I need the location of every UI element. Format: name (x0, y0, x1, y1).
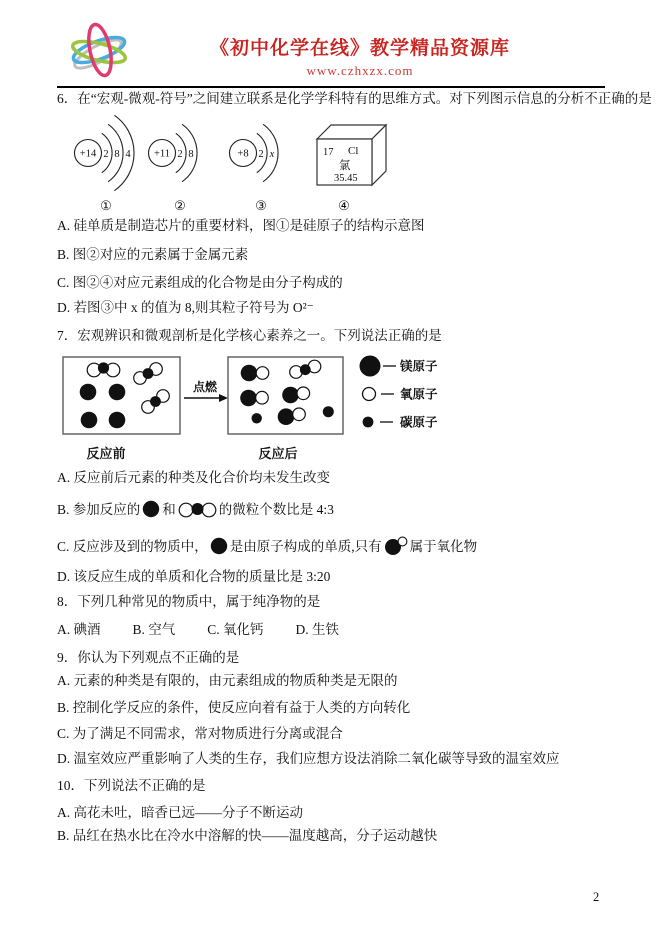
after-reaction-label: 反应后 (258, 446, 298, 461)
diagram2-label: ② (174, 198, 186, 213)
q8-options-row (57, 621, 617, 639)
atom2-shell2: 8 (188, 149, 194, 160)
q10-stem: 10．下列说法不正确的是 (57, 778, 206, 793)
q6-stem: 6．在“宏观-微观-符号”之间建立联系是化学学科特有的思维方式。对下列图示信息的分析不正确的是 (57, 91, 652, 106)
diagram4-label: ④ (338, 198, 350, 213)
q7-stem: 7．宏观辨识和微观剖析是化学核心素养之一。下列说法正确的是 (57, 328, 442, 343)
element-atomic-number: 17 (323, 147, 334, 158)
q9-stem: 9．你认为下列观点不正确的是 (57, 650, 240, 665)
site-url: www.czhxzx.com (306, 63, 414, 78)
atom1-shell1: 2 (103, 149, 109, 160)
ignite-label: 点燃 (192, 380, 218, 394)
q6-option-d: D. 若图③中 x 的值为 8,则其粒子符号为 O²⁻ (57, 300, 314, 315)
element-atomic-mass: 35.45 (334, 173, 358, 184)
header-divider (57, 86, 605, 88)
q6-option-a: A. 硅单质是制造芯片的重要材料，图①是硅原子的结构示意图 (57, 218, 425, 233)
q7-option-a: A. 反应前后元素的种类及化合价均未发生改变 (57, 470, 330, 485)
ignite-arrow (184, 379, 228, 402)
q8-option-b: B. 空气 (132, 622, 176, 637)
q9-option-b: B. 控制化学反应的条件，使反应向着有益于人类的方向转化 (57, 700, 411, 715)
atom2-shell1: 2 (177, 149, 183, 160)
element-name: 氯 (339, 160, 351, 172)
atom2-nucleus-charge: +11 (153, 148, 171, 160)
atom1-nucleus-charge: +14 (79, 148, 97, 160)
q9-option-c: C. 为了满足不同需求，常对物质进行分离或混合 (57, 726, 343, 741)
legend-oxygen-icon (363, 388, 376, 401)
site-title: 《初中化学在线》教学精品资源库 (209, 38, 510, 59)
q7-option-d: D. 该反应生成的单质和化合物的质量比是 3:20 (57, 569, 331, 584)
legend-magnesium-label: 镁原子 (400, 359, 438, 374)
diagram3-label: ③ (255, 198, 267, 213)
q10-option-b: B. 品红在热水比在冷水中溶解的快——温度越高，分子运动越快 (57, 828, 438, 843)
legend-carbon-label: 碳原子 (400, 415, 438, 430)
atom3-nucleus-charge: +8 (237, 148, 249, 160)
diagram1-label: ① (100, 198, 112, 213)
legend-magnesium-icon (360, 356, 381, 377)
q6-option-c: C. 图②④对应元素组成的化合物是由分子构成的 (57, 275, 343, 290)
page-number: 2 (593, 890, 600, 904)
element-symbol: Cl (348, 145, 359, 157)
q7-option-b: B. 参加反应的 和 的微粒个数比是 4:3 (57, 502, 334, 517)
atom3-shell1: 2 (258, 149, 264, 160)
co2-molecule-icon (178, 500, 217, 518)
q8-option-d: D. 生铁 (295, 622, 340, 637)
q9-option-a: A. 元素的种类是有限的，由元素组成的物质种类是无限的 (57, 673, 398, 688)
magnesium-atom-icon (210, 537, 228, 555)
legend-oxygen-label: 氧原子 (400, 387, 438, 402)
magnesium-atom-icon (142, 500, 160, 518)
atom1-shell3: 4 (125, 149, 131, 160)
legend-carbon-icon (363, 417, 374, 428)
magnesium-oxide-icon (384, 536, 408, 555)
q7-option-c: C. 反应涉及到的物质中， 是由原子构成的单质,只有 属于氧化物 (57, 536, 617, 556)
q9-option-d: D. 温室效应严重影响了人类的生存，我们应想方设法消除二氧化碳等导致的温室效应 (57, 751, 560, 766)
site-logo-icon (62, 20, 142, 86)
q6-atomic-structure-diagrams (57, 112, 487, 216)
q7-option-c-text: C. 反应涉及到的物质中， (57, 539, 208, 554)
after-molecules (240, 360, 334, 425)
atom-legend (360, 356, 439, 430)
atom3-shell2-x: x (269, 149, 275, 160)
before-reaction-label: 反应前 (86, 446, 126, 461)
before-molecules (80, 362, 170, 428)
atom1-shell2: 8 (114, 149, 120, 160)
q7-reaction-diagram (57, 352, 487, 467)
q10-option-a: A. 高花未吐，暗香已远——分子不断运动 (57, 805, 303, 820)
q8-stem: 8．下列几种常见的物质中，属于纯净物的是 (57, 594, 321, 609)
q7-option-b-text: B. 参加反应的 (57, 502, 141, 517)
q6-option-b: B. 图②对应的元素属于金属元素 (57, 247, 249, 262)
q8-option-a: A. 碘酒 (57, 622, 101, 637)
page-header (150, 33, 570, 79)
q8-option-c: C. 氧化钙 (207, 622, 264, 637)
